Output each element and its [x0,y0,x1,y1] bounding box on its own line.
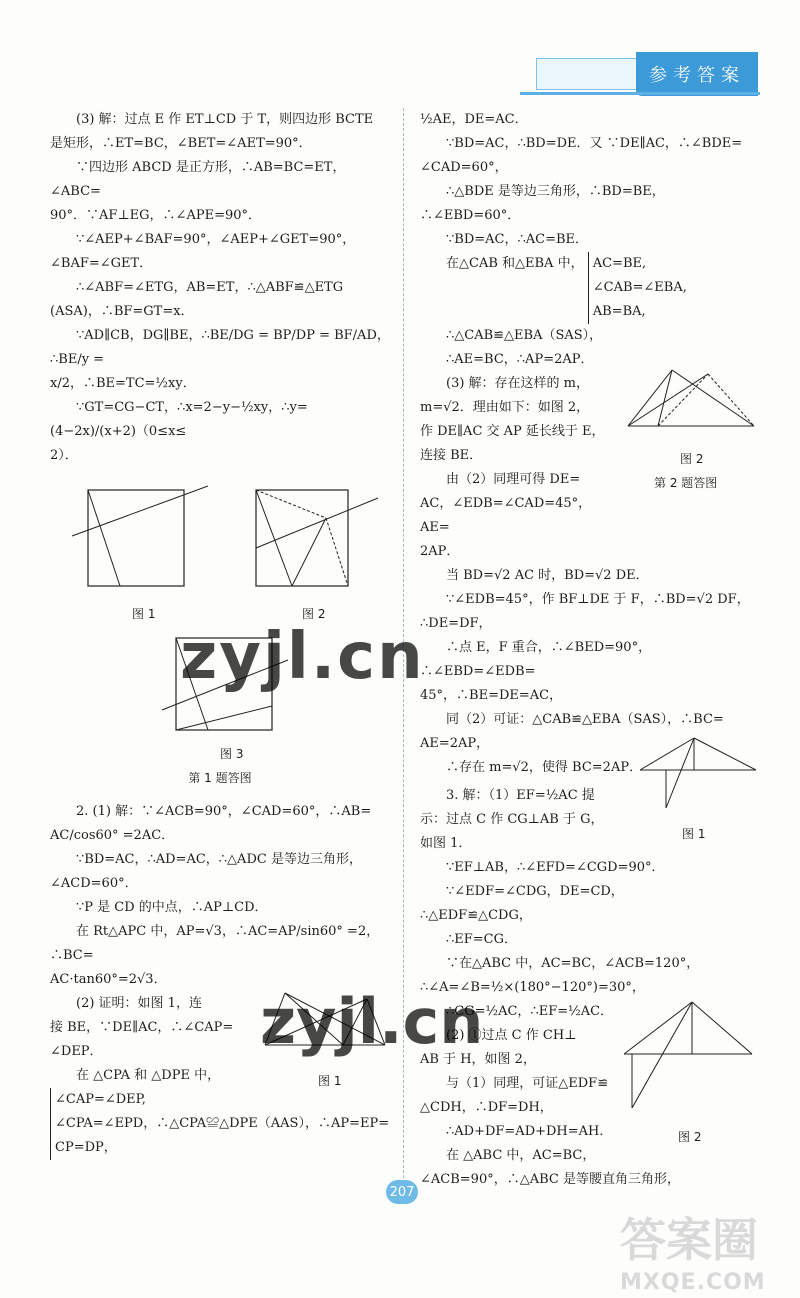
text-line: 示：过点 C 作 CG⊥AB 于 G， [420,812,604,827]
text-line: AC=BE, [592,256,647,271]
text-line: ∴AD+DF=AD+DH=AH． [446,1124,613,1139]
text-line: 在 △ABC 中，AC=BC， [446,1148,596,1163]
text-line: ∴DE=DF， [420,616,492,631]
text-line: (ASA)，∴BF=GT=x． [50,304,194,319]
text-line: ∴△CAB≌△EBA（SAS）， [446,328,603,343]
text-line: 连接 BE． [420,448,483,463]
text-line: ∵在△ABC 中，AC=BC，∠ACB=120°， [446,956,700,971]
text-line: ∠CAP=∠DEP, [50,1088,390,1112]
text-line: ∴CG=½AC，∴EF=½AC． [446,1004,614,1019]
section-tab-label: 参考答案 [649,65,745,86]
text-line: AC，∠EDB=∠CAD=45°，AE= [420,496,592,535]
text-line: 在 Rt△APC 中，AP=√3，∴AC=AP/sin60° =2，∴BC= [50,924,380,963]
text-line: 3. 解：（1）EF=½AC 提 [446,788,595,803]
text-line: △CDH，∴DF=DH， [420,1100,553,1115]
watermark-text: zyjl.cn [180,620,425,694]
text-line: ∴点 E，F 重合，∴∠BED=90°，∴∠EBD=∠EDB= [420,640,652,679]
text-line: 2AP． [420,544,460,559]
text-line: ∵P 是 CD 的中点，∴AP⊥CD． [76,900,268,915]
text-line: AE=2AP， [420,736,490,751]
header-decoration-strip [536,58,637,90]
text-line: ∵GT=CG−CT，∴x=2−y−½xy，∴y=(4−2x)/(x+2)（0≤x≤ [50,400,308,439]
condition-brace [588,252,687,324]
text-line: ∵BD=AC，∴AD=AC，∴△ADC 是等边三角形， [76,852,362,867]
text-line: (2) 证明：如图 1，连 [76,996,202,1011]
header-rule [520,92,760,95]
text-line: ∴∠ABF=∠ETG，AB=ET，∴△ABF≌△ETG [76,280,344,295]
text-line: AB=BA, [592,304,646,319]
text-line: 同（2）可证：△CAB≌△EBA（SAS），∴BC= [446,712,724,727]
text-line: AC·tan60°=2√3． [50,972,167,987]
q2-figure-set-caption: 第 2 题答图 [654,476,718,490]
text-line: 与（1）同理，可证△EDF≌ [446,1076,609,1091]
q3-figure-1-caption: 图 1 [682,827,706,841]
q3-figure-1 [632,730,762,820]
text-line: 接 BE，∵DE∥AC，∴∠CAP= [50,1020,234,1035]
text-line: ∵四边形 ABCD 是正方形，∴AB=BC=ET，∠ABC= [50,160,346,199]
text-line: 45°，∴BE=DE=AC， [420,688,563,703]
text-line: ∵BD=AC，∴AC=BE． [446,232,589,247]
text-line: ∵AD∥CB，DG∥BE，∴BE/DG = BP/DP = BF/AD，∴BE/y = [50,328,390,367]
text-line: 2. (1) 解：∵∠ACB=90°，∠CAD=60°，∴AB= [76,804,372,819]
text-line: 是矩形，∴ET=BC，∠BET=∠AET=90°． [50,136,312,151]
page-number: 207 [386,1180,418,1204]
text-line: 90°．∵AF⊥EG，∴∠APE=90°． [50,208,262,223]
figure-1-caption: 图 1 [132,607,156,621]
text-line: ∵∠EDF=∠CDG，DE=CD， [446,884,624,899]
text-line: ∵EF⊥AB，∴∠EFD=∠CGD=90°． [446,860,665,875]
q2-figure-2 [622,364,762,444]
q3-figure-2 [618,996,758,1126]
text-line: 如图 1． [420,836,472,851]
text-line: ∵∠EDB=45°，作 BF⊥DE 于 F，∴BD=√2 DF， [446,592,750,607]
text-line: CP=DP， [50,1136,390,1160]
text-line: x/2，∴BE=TC=½xy． [50,376,196,391]
text-line: ∴EF=CG． [446,932,518,947]
text-line: 由（2）同理可得 DE= [446,472,581,487]
brand-title: 答案圈 [620,1213,758,1267]
text-line: ∴△EDF≌△CDG， [420,908,532,923]
figure-1-square [70,478,210,598]
text-line: ½AE，DE=AC． [420,112,528,127]
text-line: ∵∠AEP+∠BAF=90°，∠AEP+∠GET=90°， [76,232,356,247]
text-line: ∴△BDE 是等边三角形，∴BD=BE，∴∠EBD=60°． [420,184,665,223]
text-line: 当 BD=√2 AC 时，BD=√2 DE． [446,568,649,583]
text-line: 作 DE∥AC 交 AP 延长线于 E， [420,424,605,439]
text-line: ∠DEP． [50,1044,103,1059]
text-line: AC/cos60° =2AC． [50,828,175,843]
text-line: 2）． [50,448,78,463]
text-line: ∴AE=BC，∴AP=2AP． [446,352,594,367]
text-line: (3) 解：过点 E 作 ET⊥CD 于 T，则四边形 BCTE [76,112,374,127]
text-line: ∠ACB=90°，∴△ABC 是等腰直角三角形， [420,1172,680,1187]
brand-logo [620,1204,790,1294]
figure-2-square [230,478,380,598]
text-line: ∠CPA=∠EPD，∴△CPA≌△DPE（AAS），∴AP=EP= [50,1112,390,1136]
figure-set-caption: 第 1 题答图 [188,771,252,785]
text-line: ∵BD=AC，∴BD=DE．又 ∵DE∥AC，∴∠BDE= [446,136,743,151]
text-line: ∴存在 m=√2，使得 BC=2AP． [446,760,643,775]
brand-site: MXQE.COM [620,1270,766,1295]
text-line: m=√2．理由如下：如图 2， [420,400,590,415]
figure-2-caption: 图 2 [302,607,326,621]
text-line: AB 于 H，如图 2， [420,1052,536,1067]
text-line: 在 △CPA 和 △DPE 中， [76,1068,221,1083]
q3-figure-2-caption: 图 2 [678,1130,702,1144]
text-line: ∠ACD=60°． [50,876,138,891]
text-line: ∠CAB=∠EBA, [592,280,687,295]
text-line: ∴∠A=∠B=½×(180°−120°)=30°， [420,980,645,995]
section-tab [636,52,758,96]
text-line: ∠BAF=∠GET． [50,256,153,271]
q2-figure-2-caption: 图 2 [680,452,704,466]
text-line: ∠CAD=60°， [420,160,508,175]
watermark-text-2: zyjl.cn [260,985,484,1058]
figure-3-caption: 图 3 [220,747,244,761]
figure-row-1 [50,474,390,624]
text-line: 在△CAB 和△EBA 中， [446,256,584,271]
text-line: (3) 解：存在这样的 m， [446,376,590,391]
text-line: (2) ①过点 C 作 CH⊥ [446,1028,577,1043]
q2-figure-1-caption: 图 1 [318,1074,342,1088]
